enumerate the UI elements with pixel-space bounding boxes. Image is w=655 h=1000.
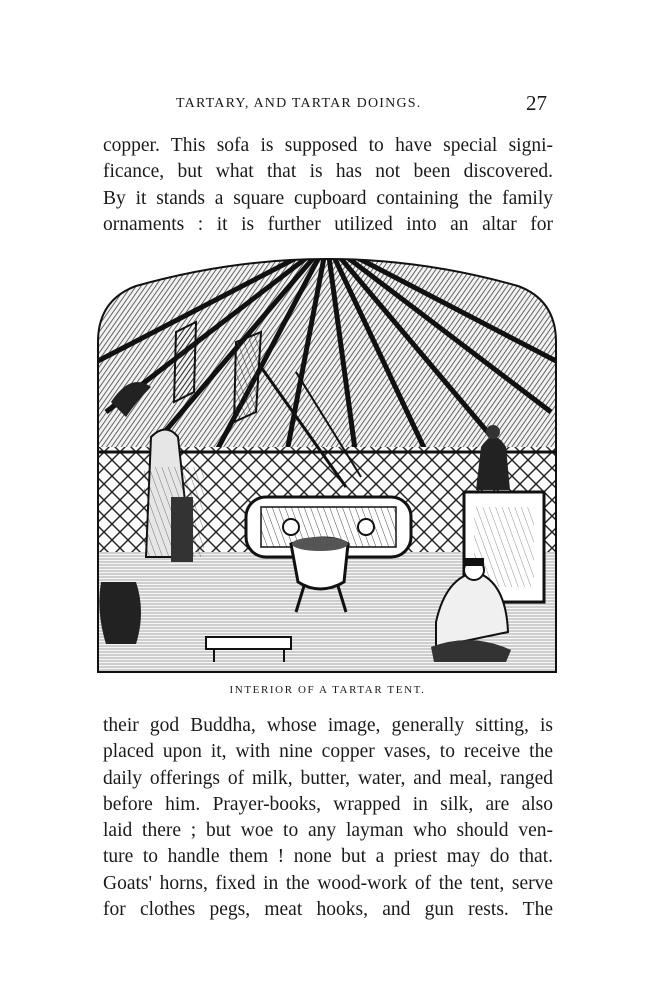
text-line: Goats' horns, fixed in the wood-work of the tent, serve (103, 872, 553, 894)
text-line: ornaments : it is further utilized into an altar for (103, 213, 553, 235)
text-line: ture to handle them ! none but a priest may do that. (103, 846, 553, 868)
figure-caption: INTERIOR OF A TARTAR TENT. (229, 684, 426, 696)
tent-interior-illustration (96, 252, 558, 674)
text-line: copper. This sofa is supposed to have special signi- (103, 135, 553, 156)
paragraph-top (103, 133, 553, 238)
text-line: placed upon it, with nine copper vases, to receive the (103, 741, 553, 763)
text-line: for clothes pegs, meat hooks, and gun rests. The (103, 899, 553, 921)
text-line: daily offerings of milk, butter, water, and meal, ranged (103, 767, 553, 789)
page-number: 27 (526, 91, 547, 115)
paragraph-bottom (103, 713, 553, 923)
running-head: TARTARY, AND TARTAR DOINGS. (176, 96, 422, 111)
text-line: By it stands a square cupboard containing the family (103, 187, 553, 209)
text-line: before him. Prayer-books, wrapped in silk, are also (103, 793, 553, 815)
text-line: their god Buddha, whose image, generally sitting, is (103, 715, 553, 736)
text-line: ficance, but what that is has not been discovered. (103, 161, 553, 183)
text-line: laid there ; but woe to any layman who should ven- (103, 820, 553, 842)
